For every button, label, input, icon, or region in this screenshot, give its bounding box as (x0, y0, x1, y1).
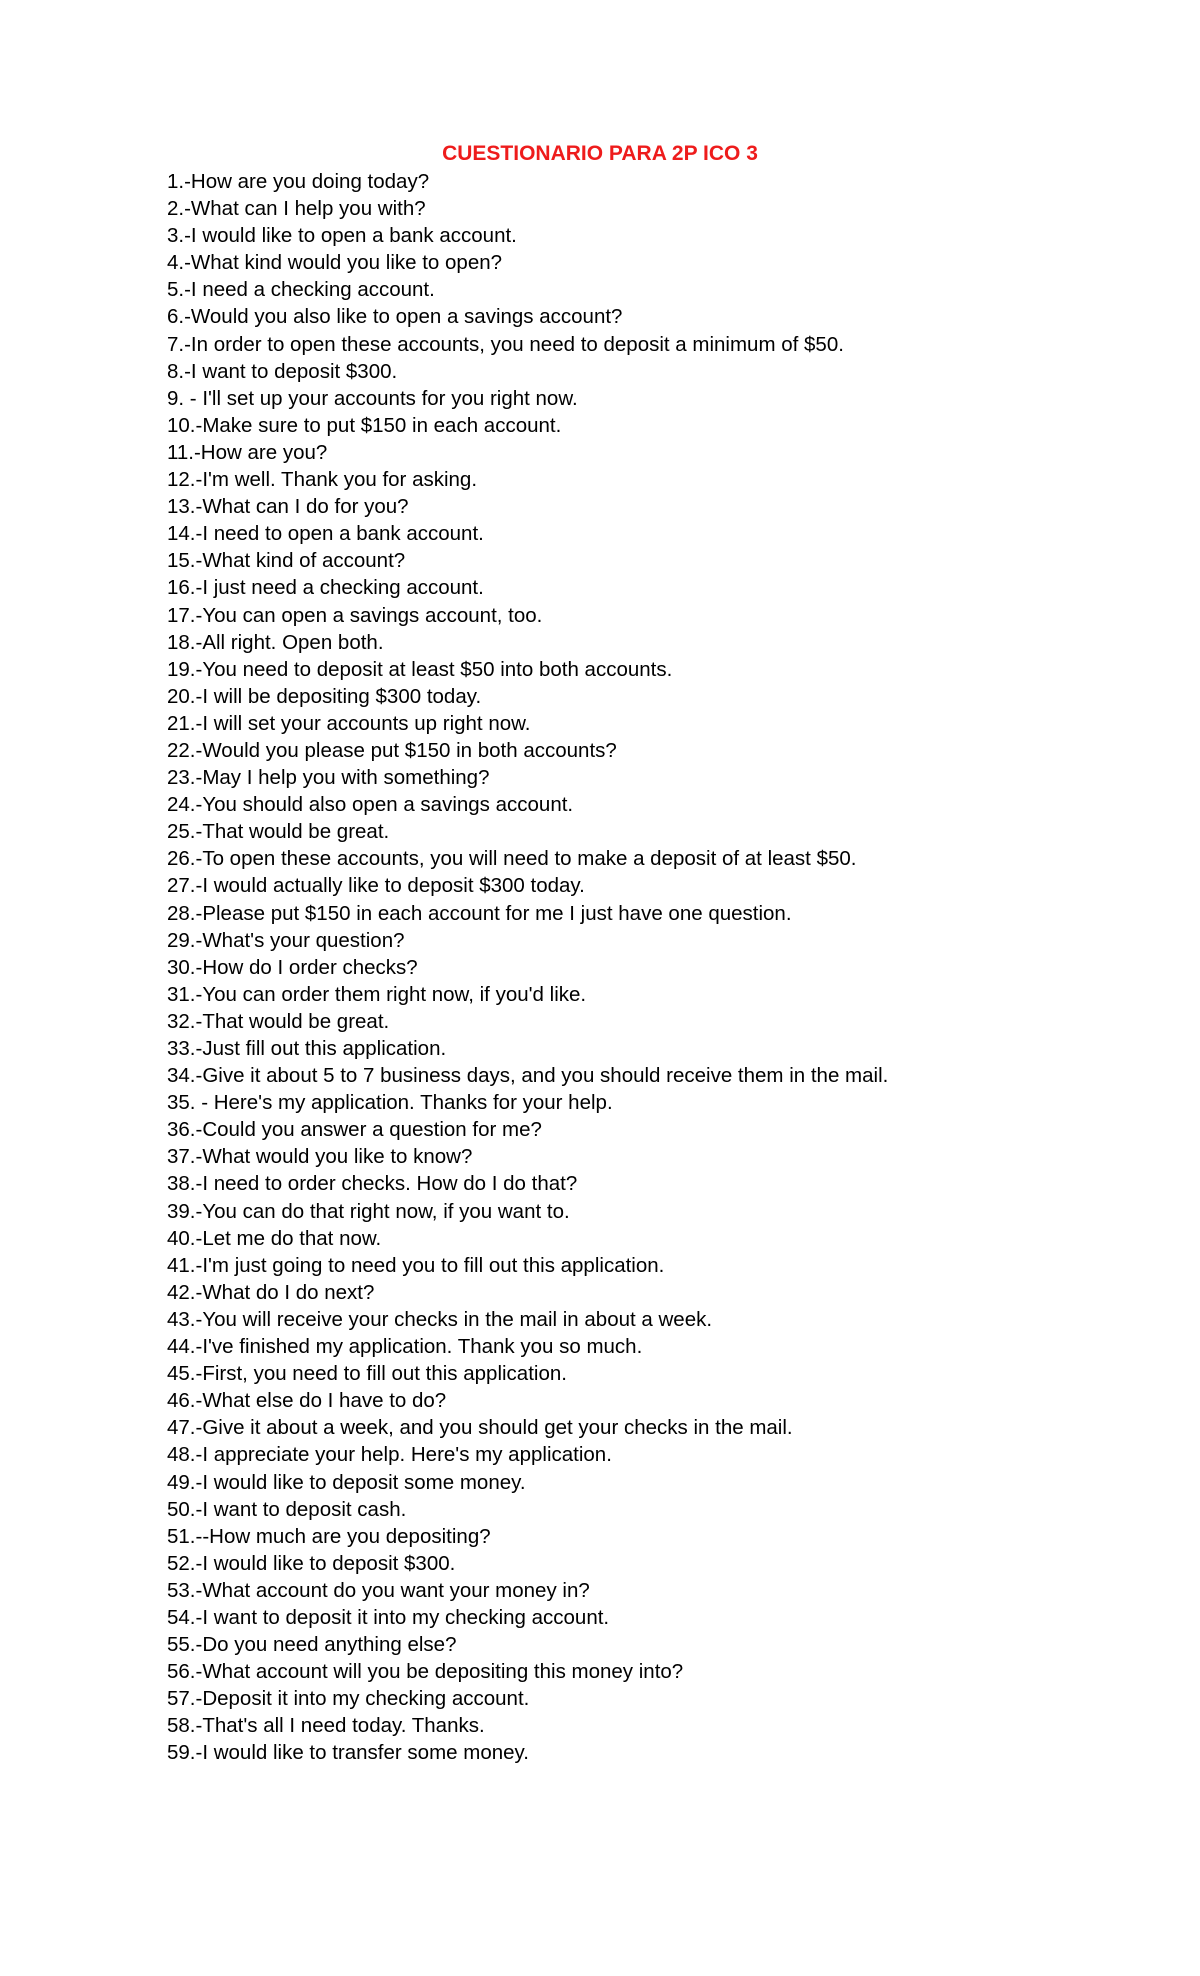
question-line: 59.-I would like to transfer some money. (167, 1741, 529, 1765)
question-line: 21.-I will set your accounts up right now. (167, 711, 531, 735)
question-line: 41.-I'm just going to need you to fill out this application. (167, 1253, 665, 1277)
question-line: 17.-You can open a savings account, too. (167, 603, 543, 627)
question-line: 20.-I will be depositing $300 today. (167, 684, 482, 708)
question-line: 5.-I need a checking account. (167, 278, 435, 302)
question-line: 27.-I would actually like to deposit $300 today. (167, 874, 585, 898)
question-line: 28.-Please put $150 in each account for me I just have one question. (167, 901, 792, 925)
question-line: 43.-You will receive your checks in the mail in about a week. (167, 1307, 713, 1331)
question-line: 14.-I need to open a bank account. (167, 522, 484, 546)
question-line: 50.-I want to deposit cash. (167, 1497, 407, 1521)
question-line: 30.-How do I order checks? (167, 955, 418, 979)
question-line: 34.-Give it about 5 to 7 business days, and you should receive them in the mail. (167, 1064, 889, 1088)
question-line: 37.-What would you like to know? (167, 1145, 473, 1169)
question-line: 11.-How are you? (167, 440, 328, 464)
question-line: 57.-Deposit it into my checking account. (167, 1687, 530, 1711)
question-line: 13.-What can I do for you? (167, 495, 409, 519)
question-line: 48.-I appreciate your help. Here's my application. (167, 1443, 612, 1467)
question-line: 2.-What can I help you with? (167, 197, 426, 221)
question-line: 46.-What else do I have to do? (167, 1389, 447, 1413)
question-line: 49.-I would like to deposit some money. (167, 1470, 526, 1494)
question-line: 26.-To open these accounts, you will need to make a deposit of at least $50. (167, 847, 857, 871)
question-line: 23.-May I help you with something? (167, 766, 490, 790)
question-line: 29.-What's your question? (167, 928, 405, 952)
question-line: 58.-That's all I need today. Thanks. (167, 1714, 485, 1738)
question-line: 15.-What kind of account? (167, 549, 406, 573)
question-line: 35. - Here's my application. Thanks for your help. (167, 1091, 613, 1115)
question-line: 25.-That would be great. (167, 820, 390, 844)
question-line: 44.-I've finished my application. Thank you so much. (167, 1335, 643, 1359)
question-line: 39.-You can do that right now, if you want to. (167, 1199, 570, 1223)
question-line: 1.-How are you doing today? (167, 170, 430, 193)
question-line: 33.-Just fill out this application. (167, 1037, 447, 1060)
question-line: 18.-All right. Open both. (167, 630, 384, 654)
question-line: 38.-I need to order checks. How do I do that? (167, 1172, 578, 1196)
question-line: 53.-What account do you want your money in? (167, 1578, 590, 1602)
question-line: 45.-First, you need to fill out this application. (167, 1362, 567, 1386)
question-line: 52.-I would like to deposit $300. (167, 1551, 456, 1575)
question-line: 55.-Do you need anything else? (167, 1633, 457, 1657)
question-line: 12.-I'm well. Thank you for asking. (167, 468, 478, 492)
question-line: 24.-You should also open a savings account. (167, 793, 574, 817)
question-line: 4.-What kind would you like to open? (167, 251, 503, 275)
document-title: CUESTIONARIO PARA 2P ICO 3 (442, 142, 758, 165)
question-line: 51.--How much are you depositing? (167, 1524, 491, 1548)
question-line: 32.-That would be great. (167, 1009, 390, 1033)
question-line: 3.-I would like to open a bank account. (167, 224, 517, 248)
question-line: 36.-Could you answer a question for me? (167, 1118, 542, 1142)
question-line: 16.-I just need a checking account. (167, 576, 484, 600)
question-line: 54.-I want to deposit it into my checking account. (167, 1605, 610, 1629)
question-line: 19.-You need to deposit at least $50 into both accounts. (167, 657, 673, 681)
question-line: 7.-In order to open these accounts, you need to deposit a minimum of $50. (167, 332, 844, 356)
question-line: 22.-Would you please put $150 in both accounts? (167, 738, 617, 762)
question-line: 31.-You can order them right now, if you'd like. (167, 982, 587, 1006)
question-line: 9. - I'll set up your accounts for you right now. (167, 386, 578, 410)
question-line: 42.-What do I do next? (167, 1280, 375, 1304)
question-line: 56.-What account will you be depositing this money into? (167, 1660, 684, 1684)
question-line: 47.-Give it about a week, and you should get your checks in the mail. (167, 1416, 793, 1440)
question-line: 40.-Let me do that now. (167, 1226, 382, 1250)
question-line: 6.-Would you also like to open a savings account? (167, 305, 623, 329)
question-line: 10.-Make sure to put $150 in each account. (167, 413, 562, 437)
question-list (167, 168, 888, 1767)
question-line: 8.-I want to deposit $300. (167, 359, 398, 383)
